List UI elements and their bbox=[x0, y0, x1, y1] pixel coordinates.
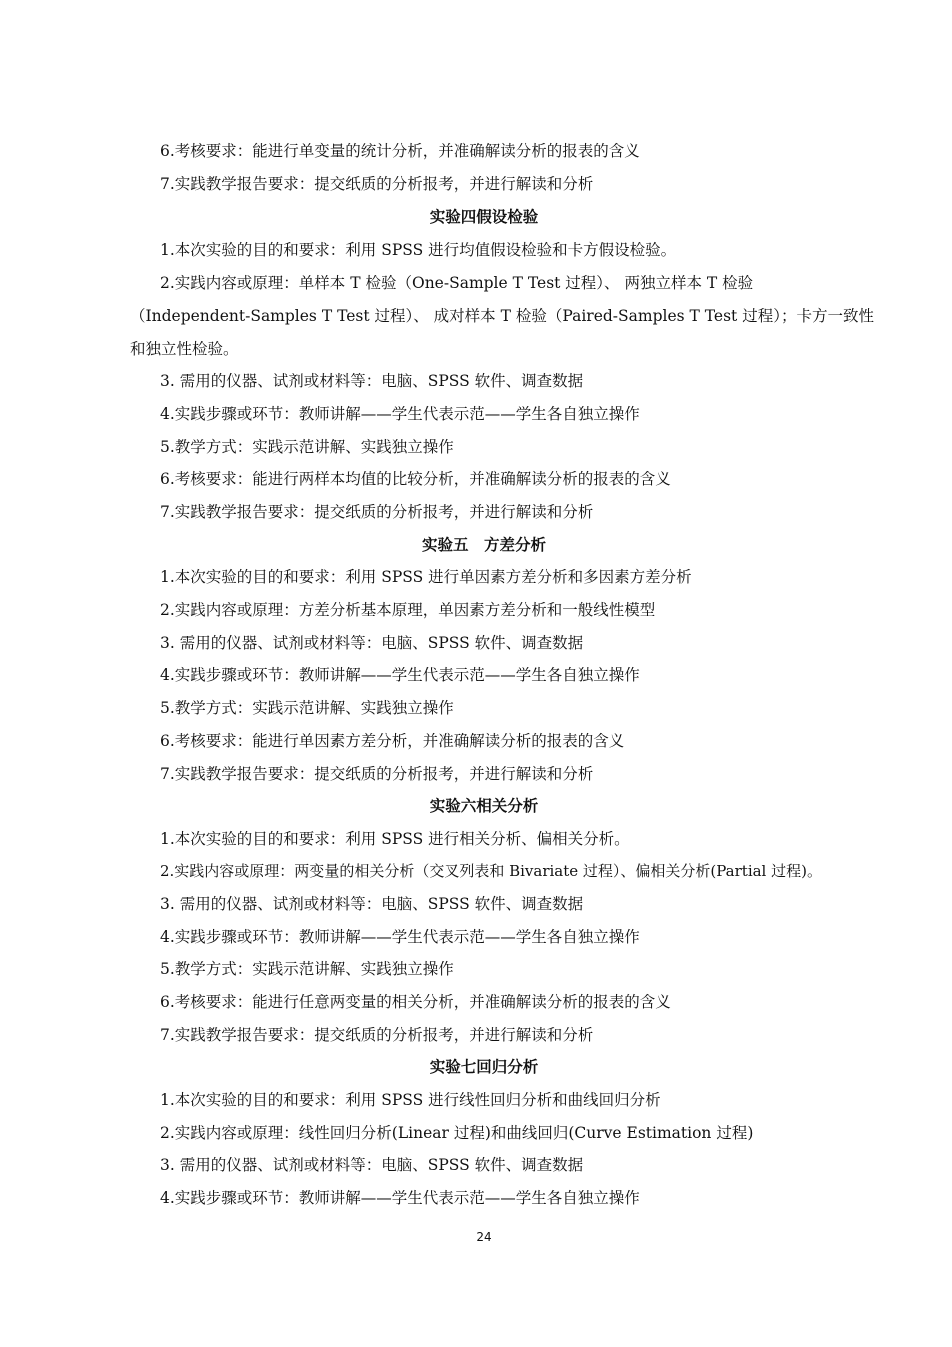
s5-item-5: 5.教学方式：实践示范讲解、实践独立操作 bbox=[160, 699, 454, 717]
section-title-exp4: 实验四假设检验 bbox=[429, 208, 539, 226]
s5-item-7: 7.实践教学报告要求：提交纸质的分析报考，并进行解读和分析 bbox=[160, 765, 594, 783]
s4-item-6: 6.考核要求：能进行两样本均值的比较分析，并准确解读分析的报表的含义 bbox=[160, 470, 671, 488]
s6-item-7: 7.实践教学报告要求：提交纸质的分析报考，并进行解读和分析 bbox=[160, 1026, 594, 1044]
s7-item-4: 4.实践步骤或环节：教师讲解——学生代表示范——学生各自独立操作 bbox=[160, 1189, 640, 1207]
section-title-exp6: 实验六相关分析 bbox=[429, 797, 539, 815]
s4-item-2-cont: （Independent-Samples T Test 过程）、 成对样本 T 检验（Paired-Samples T Test 过程）；卡方一致性 bbox=[130, 307, 874, 325]
s7-item-3: 3. 需用的仪器、试剂或材料等：电脑、SPSS 软件、调查数据 bbox=[160, 1156, 584, 1174]
s3-requirement-7: 7.实践教学报告要求：提交纸质的分析报考，并进行解读和分析 bbox=[160, 175, 594, 193]
s4-item-7: 7.实践教学报告要求：提交纸质的分析报考，并进行解读和分析 bbox=[160, 503, 594, 521]
s5-item-3: 3. 需用的仪器、试剂或材料等：电脑、SPSS 软件、调查数据 bbox=[160, 634, 584, 652]
s5-item-2: 2.实践内容或原理：方差分析基本原理，单因素方差分析和一般线性模型 bbox=[160, 601, 656, 619]
s4-item-5: 5.教学方式：实践示范讲解、实践独立操作 bbox=[160, 438, 454, 456]
s7-item-1: 1.本次实验的目的和要求：利用 SPSS 进行线性回归分析和曲线回归分析 bbox=[160, 1091, 661, 1109]
s5-item-4: 4.实践步骤或环节：教师讲解——学生代表示范——学生各自独立操作 bbox=[160, 666, 640, 684]
page-number: 24 bbox=[476, 1230, 492, 1244]
s5-item-6: 6.考核要求：能进行单因素方差分析，并准确解读分析的报表的含义 bbox=[160, 732, 625, 750]
s6-item-3: 3. 需用的仪器、试剂或材料等：电脑、SPSS 软件、调查数据 bbox=[160, 895, 584, 913]
s6-item-2: 2.实践内容或原理：两变量的相关分析（交叉列表和 Bivariate 过程）、偏相关分析(Partial 过程)。 bbox=[160, 862, 822, 880]
s3-requirement-6: 6.考核要求：能进行单变量的统计分析，并准确解读分析的报表的含义 bbox=[160, 142, 640, 160]
s4-item-2: 2.实践内容或原理：单样本 T 检验（One-Sample T Test 过程）、 两独立样本 T 检验 bbox=[160, 274, 754, 292]
s4-item-2-end: 和独立性检验。 bbox=[130, 340, 239, 358]
s4-item-1: 1.本次实验的目的和要求：利用 SPSS 进行均值假设检验和卡方假设检验。 bbox=[160, 241, 677, 259]
s5-item-1: 1.本次实验的目的和要求：利用 SPSS 进行单因素方差分析和多因素方差分析 bbox=[160, 568, 692, 586]
section-title-exp7: 实验七回归分析 bbox=[429, 1058, 539, 1076]
s6-item-6: 6.考核要求：能进行任意两变量的相关分析，并准确解读分析的报表的含义 bbox=[160, 993, 671, 1011]
s7-item-2: 2.实践内容或原理：线性回归分析(Linear 过程)和曲线回归(Curve Estimation 过程) bbox=[160, 1124, 754, 1142]
s4-item-4: 4.实践步骤或环节：教师讲解——学生代表示范——学生各自独立操作 bbox=[160, 405, 640, 423]
s6-item-1: 1.本次实验的目的和要求：利用 SPSS 进行相关分析、偏相关分析。 bbox=[160, 830, 630, 848]
section-title-exp5: 实验五 方差分析 bbox=[421, 536, 546, 554]
s4-item-3: 3. 需用的仪器、试剂或材料等：电脑、SPSS 软件、调查数据 bbox=[160, 372, 584, 390]
s6-item-4: 4.实践步骤或环节：教师讲解——学生代表示范——学生各自独立操作 bbox=[160, 928, 640, 946]
s6-item-5: 5.教学方式：实践示范讲解、实践独立操作 bbox=[160, 960, 454, 978]
